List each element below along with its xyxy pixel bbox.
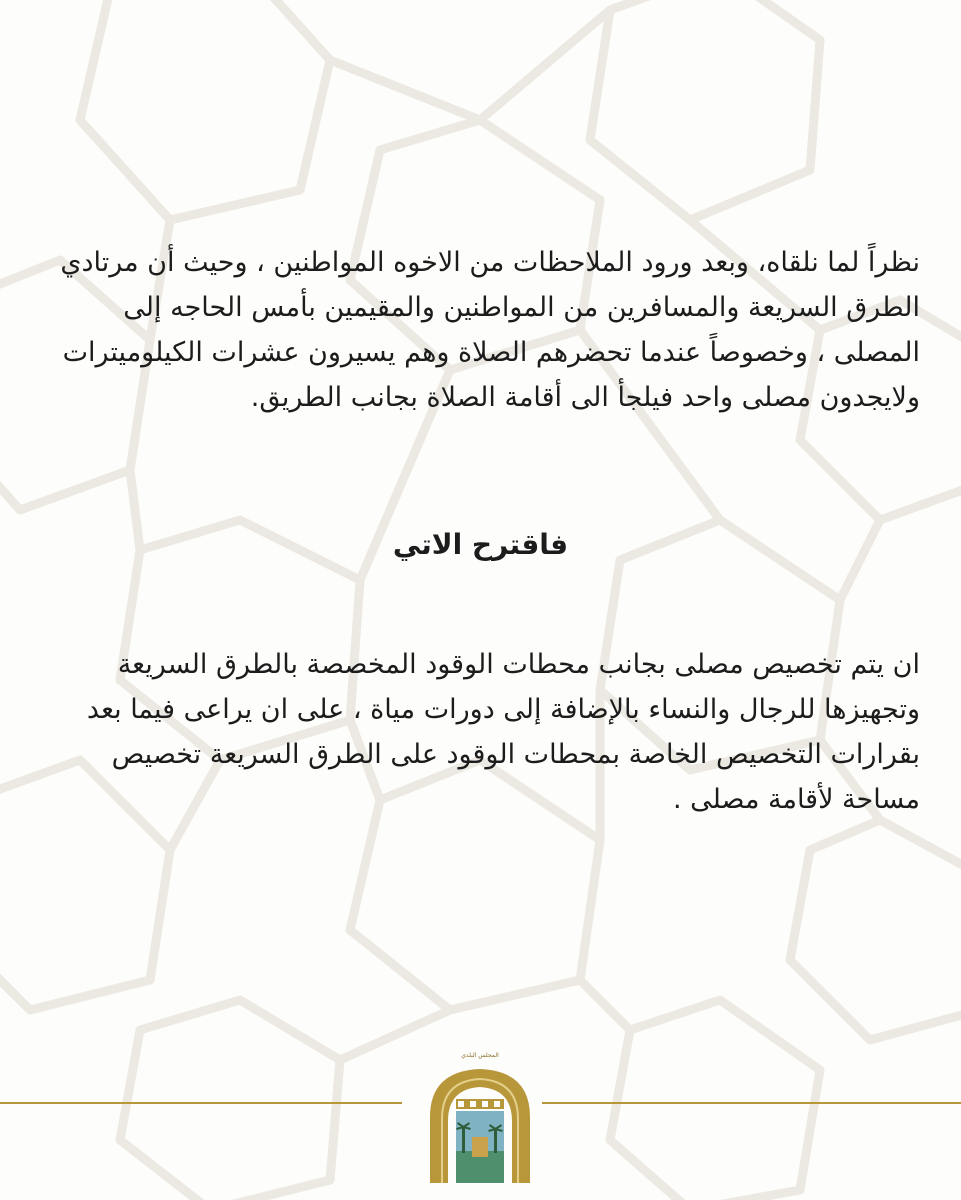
logo-caption: المجلس البلدي — [461, 1052, 499, 1059]
municipal-council-logo-icon — [420, 1055, 540, 1185]
footer-divider-left — [0, 1102, 402, 1104]
intro-paragraph: نظراً لما نلقاه، وبعد ورود الملاحظات من الاخوه المواطنين ، وحيث أن مرتادي الطرق السريعة والمسافرين من المواطنين والمقيمين بأمس الحاجه إلى المصلى ، وخصوصاً عندما تحضرهم الصلاة وهم يسيرون عشرات الكيلوميترات ولايجدون مصلى واحد فيلجأ الى أقامة الصلاة بجانب الطريق. — [60, 247, 920, 413]
proposal-heading: فاقترح الاتي — [392, 528, 569, 561]
proposal-paragraph: ان يتم تخصيص مصلى بجانب محطات الوقود المخصصة بالطرق السريعة وتجهيزها للرجال والنساء بالإضافة إلى دورات مياة ، على ان يراعى فيما بعد بقرارات التخصيص الخاصة بمحطات الوقود على الطرق السريعة تخصيص مساحة لأقامة مصلى . — [86, 649, 920, 815]
footer-divider-right — [542, 1102, 961, 1104]
